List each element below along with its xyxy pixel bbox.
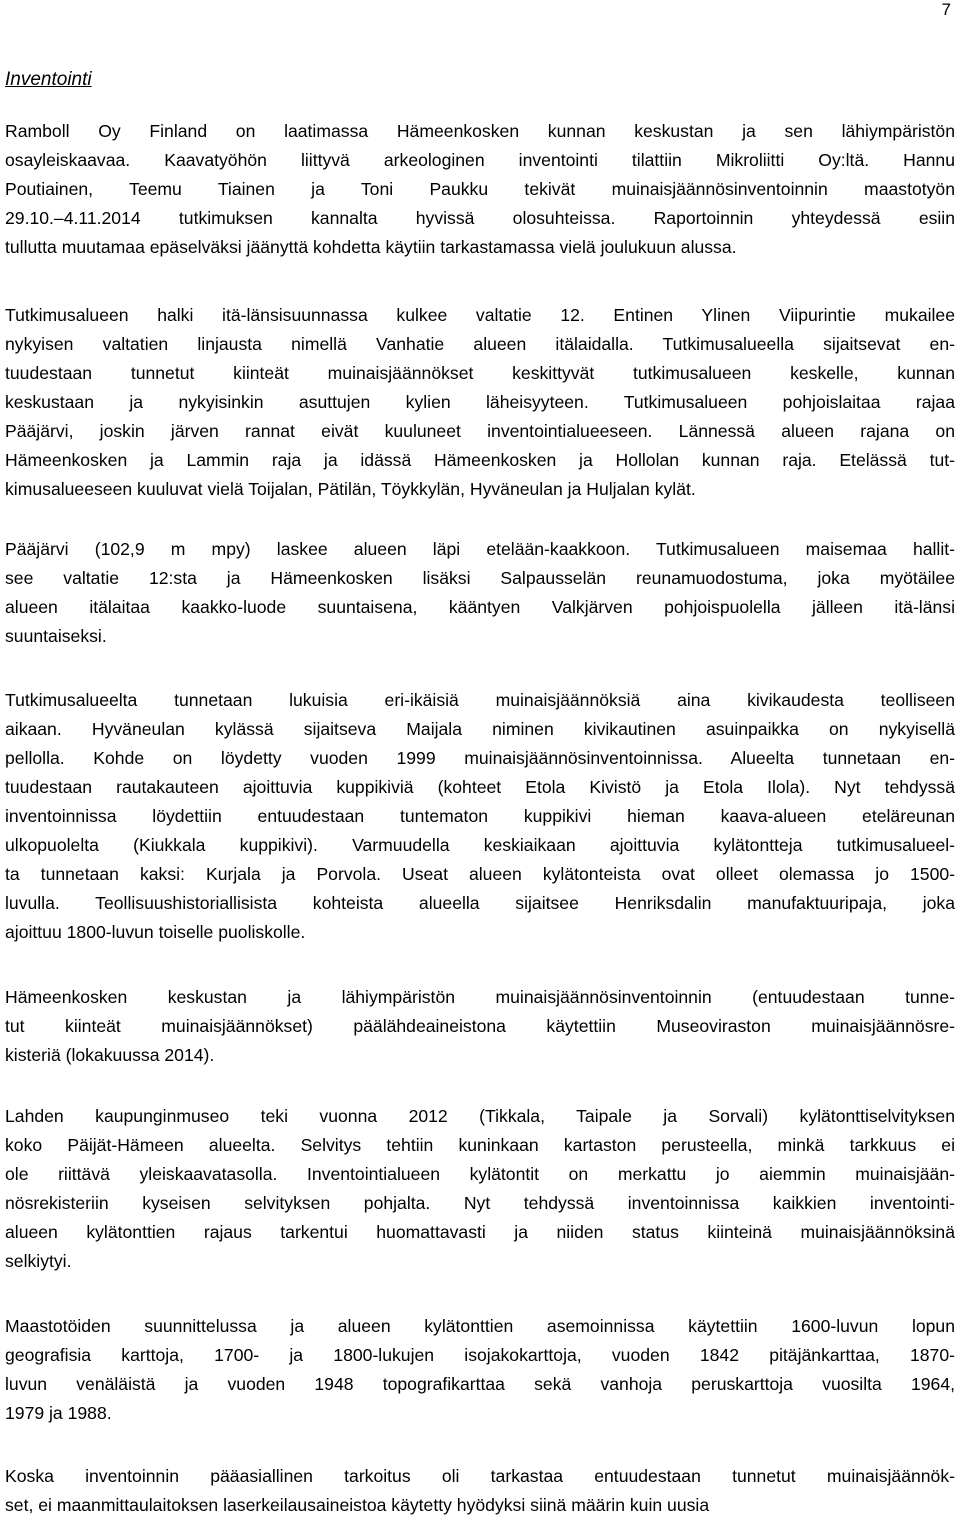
text-line: Hämeenkosken ja Lammin raja ja idässä Hämeenkosken ja Hollolan kunnan raja. Etelässä tut- [5,450,955,470]
text-line: tuudestaan rautakauteen ajoittuvia kuppikiviä (kohteet Etola Kivistö ja Etola Ilola). Nyt tehdyssä [5,777,955,797]
text-line: alueen itälaitaa kaakko-luode suuntaisena, kääntyen Valkjärven pohjoispuolella jälleen itä-länsi [5,597,955,617]
text-line: Maastotöiden suunnittelussa ja alueen kylätonttien asemoinnissa käytettiin 1600-luvun lopun [5,1316,955,1336]
paragraph-6 [5,1102,955,1276]
paragraph-4 [5,686,955,947]
text-line: 29.10.–4.11.2014 tutkimuksen kannalta hyvissä olosuhteissa. Raportoinnin yhteydessä esiin [5,208,955,228]
text-line: tut kiinteät muinaisjäännökset) päälähdeaineistona käytettiin Museoviraston muinaisjäännösre- [5,1016,955,1036]
text-line: kimusalueeseen kuuluvat vielä Toijalan, Pätilän, Töykkylän, Hyväneulan ja Huljalan kylät. [5,479,696,499]
paragraph-1 [5,117,955,262]
text-line: Lahden kaupunginmuseo teki vuonna 2012 (Tikkala, Taipale ja Sorvali) kylätonttiselvityksen [5,1106,955,1126]
text-line: ta tunnetaan kaksi: Kurjala ja Porvola. Useat alueen kylätonteista ovat olleet olemassa jo 1500- [5,864,955,884]
text-line: Ramboll Oy Finland on laatimassa Hämeenkosken kunnan keskustan ja sen lähiympäristön [5,121,955,141]
text-line: osayleiskaavaa. Kaavatyöhön liittyvä arkeologinen inventointi tilattiin Mikroliitti Oy:ltä. Hannu [5,150,955,170]
paragraph-7 [5,1312,955,1428]
paragraph-5 [5,983,955,1070]
text-line: nykyisen valtatien linjausta nimellä Vanhatie alueen itälaidalla. Tutkimusalueella sijaitsevat en- [5,334,955,354]
text-line: Tutkimusalueen halki itä-länsisuunnassa kulkee valtatie 12. Entinen Ylinen Viipurintie mukailee [5,305,955,325]
text-line: suuntaiseksi. [5,626,107,646]
text-line: inventoinnissa löydettiin entuudestaan tuntematon kuppikivi hieman kaava-alueen eteläreunan [5,806,955,826]
text-line: alueen kylätonttien rajaus tarkentui huomattavasti ja niiden status kiinteinä muinaisjäännöksinä [5,1222,955,1242]
text-line: ulkopuolelta (Kiukkala kuppikivi). Varmuudella keskiaikaan ajoittuvia kylätontteja tutkimusalueel- [5,835,955,855]
text-line: keskustaan ja nykyisinkin asuttujen kylien läheisyyteen. Tutkimusalueen pohjoislaitaa rajaa [5,392,955,412]
text-line: kisteriä (lokakuussa 2014). [5,1045,215,1065]
section-heading: Inventointi [5,69,92,90]
text-line: Poutiainen, Teemu Tiainen ja Toni Paukku tekivät muinaisjäännösinventoinnin maastotyön [5,179,955,199]
text-line: 1979 ja 1988. [5,1403,112,1423]
text-line: luvulla. Teollisuushistoriallisista kohteista alueella sijaitsee Henriksdalin manufaktuuripaja, joka [5,893,955,913]
text-line: Pääjärvi, joskin järven rannat eivät kuuluneet inventointialueeseen. Lännessä alueen rajana on [5,421,955,441]
text-line: koko Päijät-Hämeen alueelta. Selvitys tehtiin kuninkaan kartaston perusteella, minkä tarkkuus ei [5,1135,955,1155]
text-line: Tutkimusalueelta tunnetaan lukuisia eri-ikäisiä muinaisjäännöksiä aina kivikaudesta teolliseen [5,690,955,710]
text-line: aikaan. Hyväneulan kylässä sijaitseva Maijala niminen kivikautinen asuinpaikka on nykyisellä [5,719,955,739]
text-line: selkiytyi. [5,1251,72,1271]
text-line: pellolla. Kohde on löydetty vuoden 1999 muinaisjäännösinventoinnissa. Alueelta tunnetaan en- [5,748,955,768]
text-line: set, ei maanmittaulaitoksen laserkeilausaineistoa käytetty hyödyksi siinä määrin kuin uusia [5,1495,710,1515]
text-line: Hämeenkosken keskustan ja lähiympäristön muinaisjäännösinventoinnin (entuudestaan tunne- [5,987,955,1007]
text-line: tullutta muutamaa epäselväksi jäänyttä kohdetta käytiin tarkastamassa vielä joulukuun alussa. [5,237,737,257]
text-line: ajoittuu 1800-luvun toiselle puoliskolle. [5,922,306,942]
page-number: 7 [941,0,951,19]
text-line: ole riittävä yleiskaavatasolla. Inventointialueen kylätontit on merkattu jo aiemmin muinaisjään- [5,1164,955,1184]
text-line: geografisia karttoja, 1700- ja 1800-lukujen isojakokarttoja, vuoden 1842 pitäjänkarttaa, 1870- [5,1345,955,1365]
text-line: luvun venäläistä ja vuoden 1948 topografikarttaa sekä vanhoja peruskarttoja vuosilta 1964, [5,1374,955,1394]
paragraph-8 [5,1462,955,1520]
paragraph-2 [5,301,955,504]
text-line: see valtatie 12:sta ja Hämeenkosken lisäksi Salpausselän reunamuodostuma, joka myötäilee [5,568,955,588]
text-line: Pääjärvi (102,9 m mpy) laskee alueen läpi etelään-kaakkoon. Tutkimusalueen maisemaa hallit- [5,539,955,559]
text-line: nösrekisteriin kyseisen selvityksen pohjalta. Nyt tehdyssä inventoinnissa kaikkien inventointi- [5,1193,955,1213]
text-line: Koska inventoinnin pääasiallinen tarkoitus oli tarkastaa entuudestaan tunnetut muinaisjäännök- [5,1466,955,1486]
paragraph-3 [5,535,955,651]
text-line: tuudestaan tunnetut kiinteät muinaisjäännökset keskittyvät tutkimusalueen keskelle, kunnan [5,363,955,383]
